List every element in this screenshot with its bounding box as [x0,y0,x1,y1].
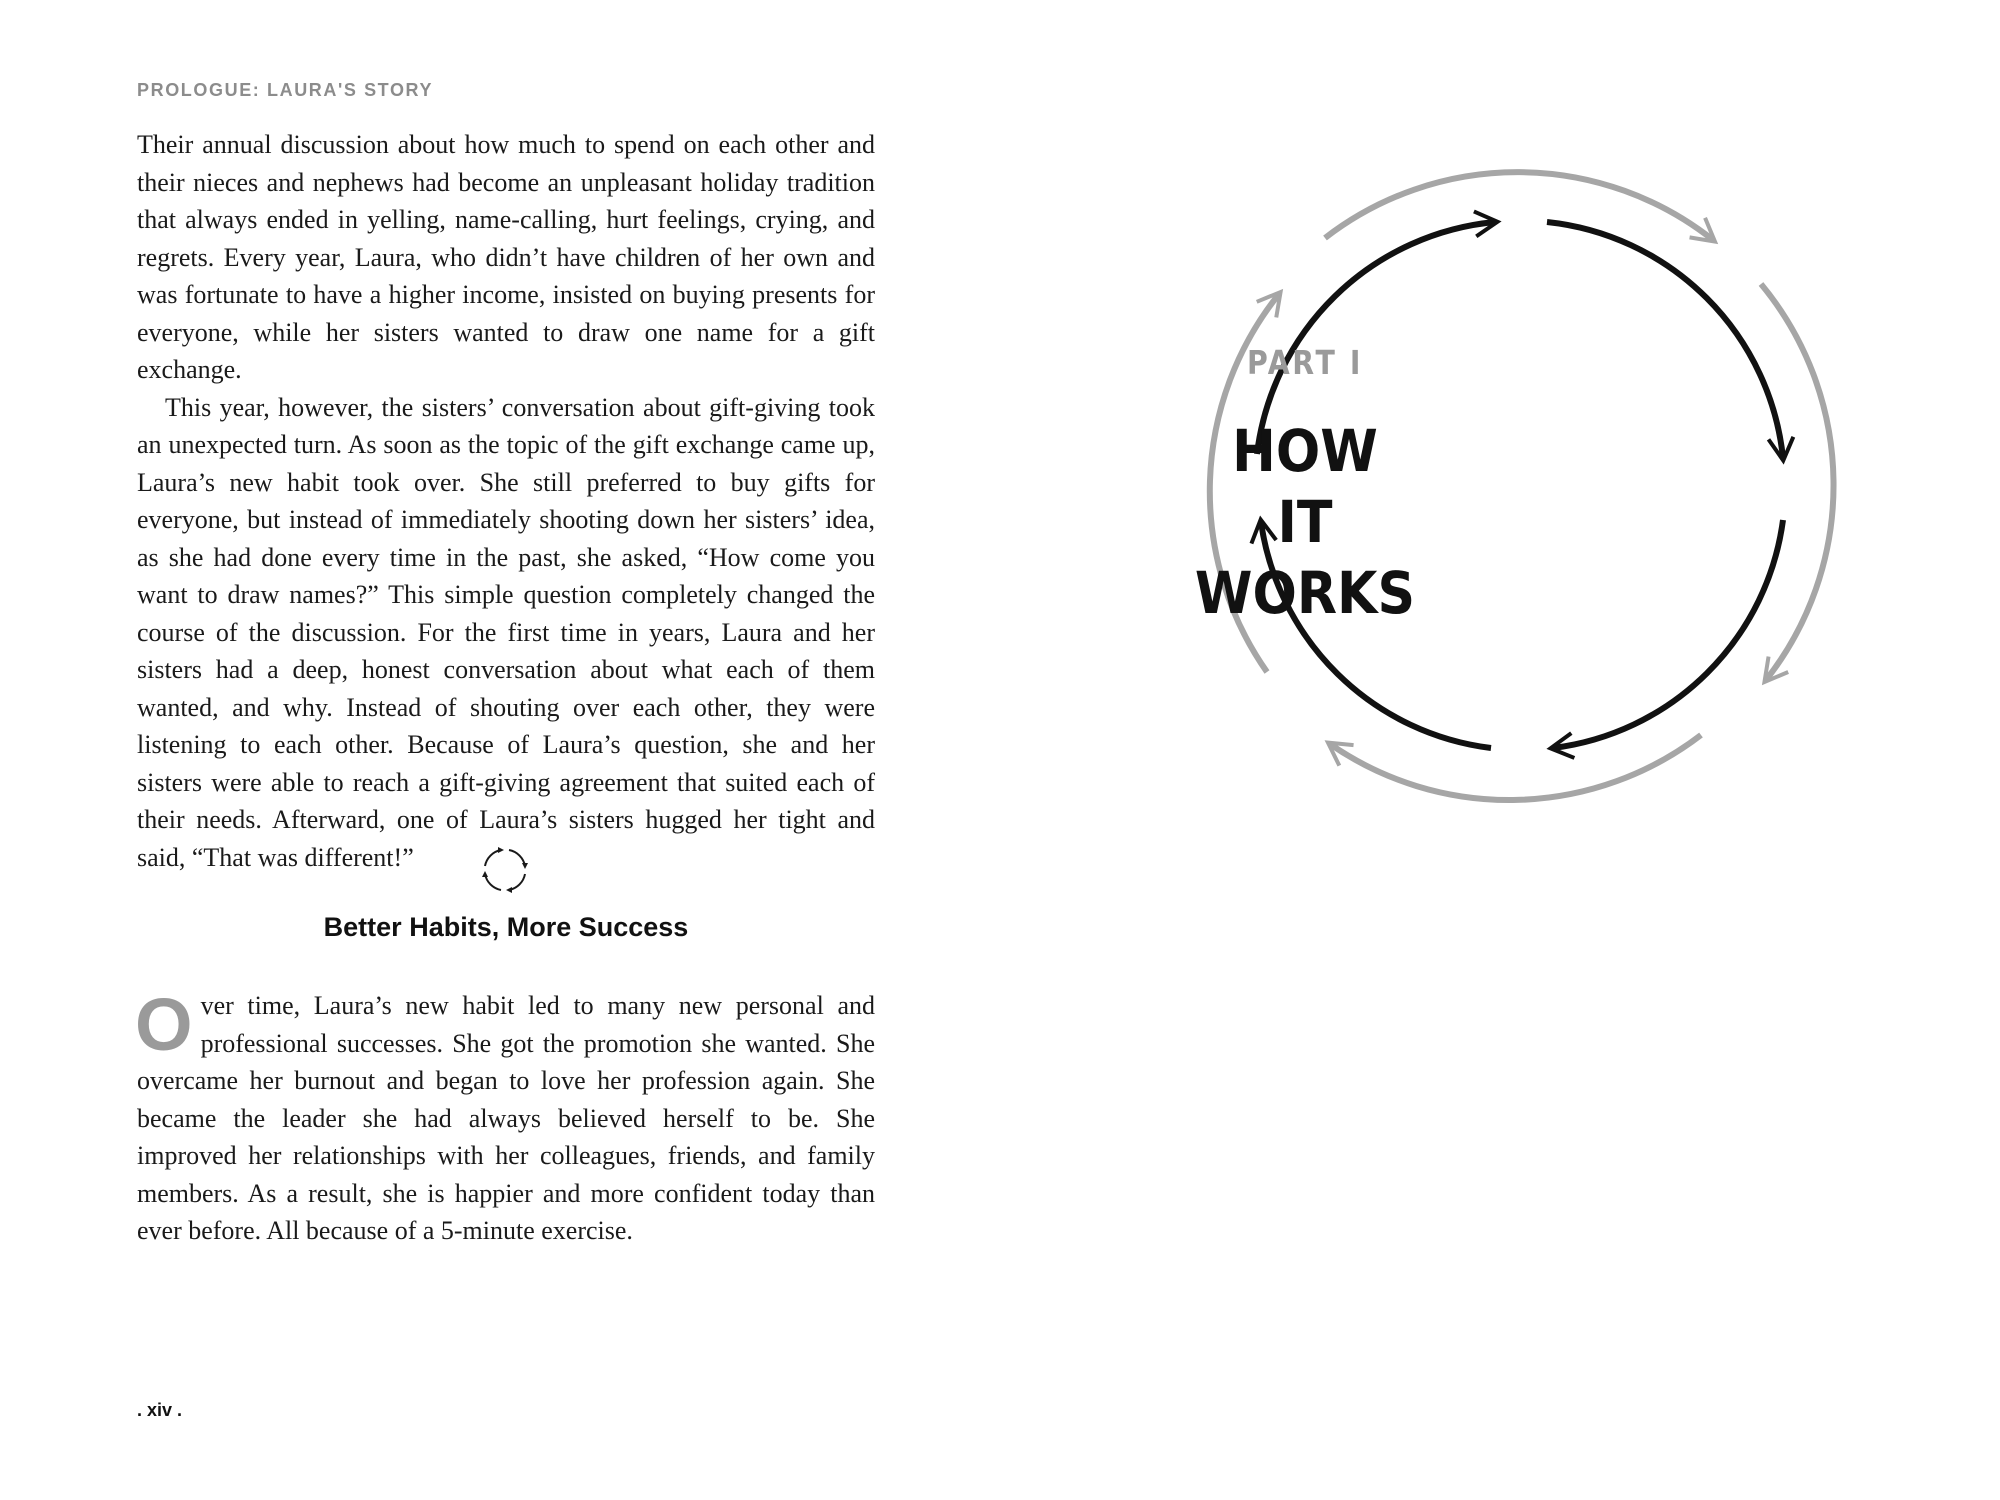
right-page [1000,0,2000,1500]
part-title-line-1: HOW [1232,417,1378,485]
outer-arc-top [1325,172,1713,240]
inner-arc-bottom-right [1553,520,1783,748]
running-head: PROLOGUE: LAURA'S STORY [137,80,434,100]
paragraph-1: Their annual discussion about how much to spend on each other and their nieces and nephews had become an unpleasant holiday tradition that always ended in yelling, name-calling, hurt feelings, crying, and regrets. Every year, Laura, who didn’t have children of her own and was fortunate to have a higher income, insisted on buying presents for everyone, while her sisters wanted to draw one name for a gift exchange. [137,130,875,384]
part-title-line-2: IT [1277,488,1333,556]
page-number: . xiv . [137,1400,183,1420]
inner-arc-top-right [1547,222,1783,458]
outer-arc-bottom [1330,735,1701,800]
part-title [1107,416,1503,629]
outer-arc-right [1761,284,1834,680]
part-title-line-3: WORKS [1194,559,1416,627]
section-body [135,983,875,1250]
body-text [137,126,875,876]
section-heading: Better Habits, More Success [323,912,689,942]
drop-cap: O [135,983,193,1066]
cycle-arrows-icon [481,846,529,894]
paragraph-2: This year, however, the sisters’ conversation about gift-giving took an unexpected turn. As soon as the topic of the gift exchange came up, Laura’s new habit took over. She still preferred to buy gifts for everyone, but instead of immediately shooting down her sisters’ idea, as she had done every time in the past, she asked, “How come you want to draw names?” This simple question completely changed the course of the discussion. For the first time in years, Laura and her sisters had a deep, honest conversation about what each of them wanted, and why. Instead of shouting over each other, they were listening to each other. Because of Laura’s question, she and her sisters were able to reach a gift-giving agreement that suited each of their needs. Afterward, one of Laura’s sisters hugged her tight and said, “That was different!” [137,392,875,872]
section-paragraph: ver time, Laura’s new habit led to many new personal and professional successes. She got the promotion she wanted. She overcame her burnout and began to love her profession again. She became the leader she had always believed herself to be. She improved her relationships with her colleagues, friends, and family members. As a result, she is happier and more confident today than ever before. All because of a 5-minute exercise. [137,991,875,1245]
part-number: PART I [1246,343,1364,382]
